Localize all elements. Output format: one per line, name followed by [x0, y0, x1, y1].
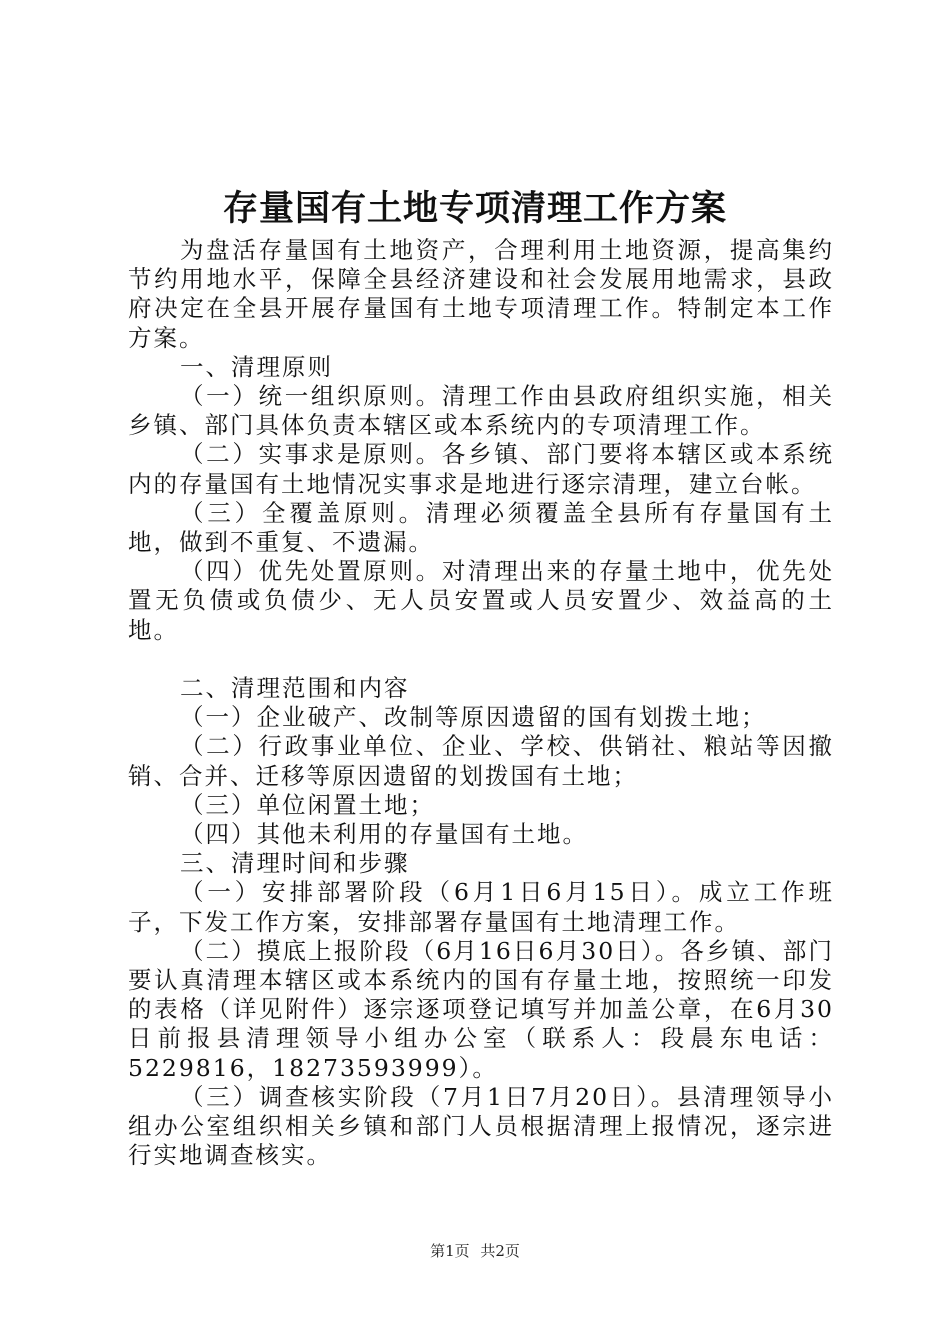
section-3-item-3: （三）调查核实阶段（7月1日7月20日）。县清理领导小组办公室组织相关乡镇和部门人员根据清理上报情况，逐宗进行实地调查核实。 [128, 1082, 834, 1170]
section-2-item-4: （四）其他未利用的存量国有土地。 [180, 820, 588, 849]
page-total: 共2页 [480, 1242, 520, 1260]
intro-paragraph: 为盘活存量国有土地资产，合理利用土地资源，提高集约节约用地水平，保障全县经济建设和社会发展用地需求，县政府决定在全县开展存量国有土地专项清理工作。特制定本工作方案。 [128, 236, 834, 352]
section-1-item-2: （二）实事求是原则。各乡镇、部门要将本辖区或本系统内的存量国有土地情况实事求是地进行逐宗清理，建立台帐。 [128, 440, 834, 498]
section-3-heading: 三、清理时间和步骤 [180, 849, 410, 878]
section-1-item-4: （四）优先处置原则。对清理出来的存量土地中，优先处置无负债或负债少、无人员安置或人员安置少、效益高的土地。 [128, 557, 834, 644]
section-1-item-1: （一）统一组织原则。清理工作由县政府组织实施，相关乡镇、部门具体负责本辖区或本系统内的专项清理工作。 [128, 382, 834, 440]
section-2-heading: 二、清理范围和内容 [180, 674, 410, 703]
document-body [128, 236, 834, 1170]
section-3-item-1: （一）安排部署阶段（6月1日6月15日）。成立工作班子，下发工作方案，安排部署存量国有土地清理工作。 [128, 878, 834, 936]
document-title: 存量国有土地专项清理工作方案 [222, 188, 727, 229]
page-footer [0, 1240, 950, 1262]
section-2-item-1: （一）企业破产、改制等原因遗留的国有划拨土地； [180, 703, 767, 732]
blank-line [128, 645, 834, 674]
section-3-item-2: （二）摸底上报阶段（6月16日6月30日）。各乡镇、部门要认真清理本辖区或本系统内的国有存量土地，按照统一印发的表格（详见附件）逐宗逐项登记填写并加盖公章，在6月30日前报县清理领导小组办公室（联系人：段晨东电话：5229816，18273593999）。 [128, 936, 834, 1082]
section-2-item-3: （三）单位闲置土地； [180, 790, 435, 819]
section-1-heading: 一、清理原则 [180, 352, 333, 381]
section-1-item-3: （三）全覆盖原则。清理必须覆盖全县所有存量国有土地，做到不重复、不遗漏。 [128, 498, 834, 557]
section-2-item-2: （二）行政事业单位、企业、学校、供销社、粮站等因撤销、合并、迁移等原因遗留的划拨国有土地； [128, 732, 834, 790]
page-number: 第1页 [430, 1242, 470, 1260]
